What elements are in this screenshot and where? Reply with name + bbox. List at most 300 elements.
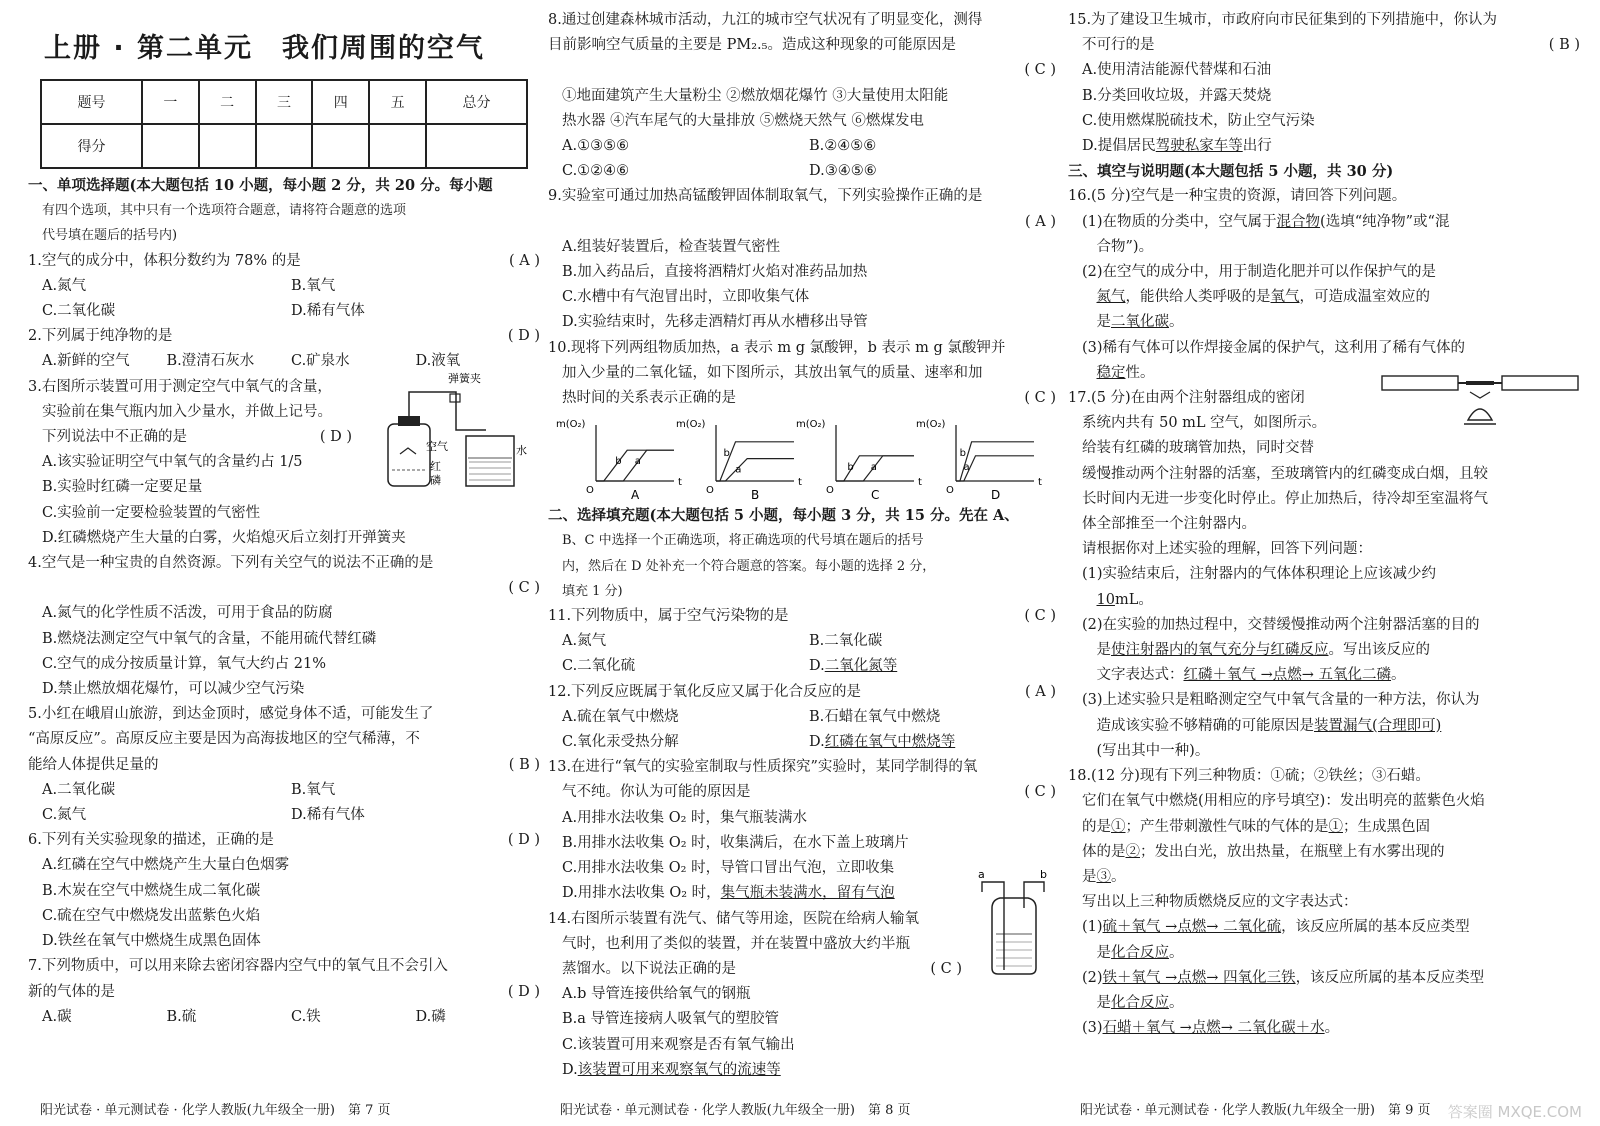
line-content — [42, 631, 376, 647]
line-content — [562, 559, 935, 574]
line-text: 12.下列反应既属于氧化反应又属于化合反应的是 — [548, 683, 862, 700]
line-content — [28, 328, 172, 344]
line-content — [28, 832, 274, 848]
text-line — [28, 803, 540, 828]
line-text: B.用排水法收集 O₂ 时，收集满后，在水下盖上玻璃片 — [562, 834, 909, 851]
text-line — [1068, 941, 1580, 966]
line-content — [28, 958, 448, 974]
text-line — [1068, 663, 1580, 688]
text-line — [548, 159, 1056, 184]
line-content — [548, 340, 1005, 356]
text-line — [1068, 688, 1580, 713]
line-text: B.a 导管连接病人吸氧气的塑胶管 — [562, 1011, 780, 1028]
text-line — [1068, 109, 1580, 134]
line-content — [548, 911, 919, 927]
origin-label: O — [706, 485, 714, 497]
line-text: A.该实验证明空气中氧气的含量约占 1/5 — [42, 454, 303, 471]
line-text: B.分类回收垃圾，并露天焚烧 — [1082, 87, 1272, 104]
text-line — [28, 1005, 540, 1030]
line-text: 热时间的关系表示正确的是 — [562, 390, 736, 407]
footer-page-8: 阳光试卷 · 单元测试卷 · 化学人教版(九年级全一册) 第 8 页 — [560, 1103, 911, 1118]
text-line — [548, 1058, 1056, 1083]
line-text: D. — [562, 1061, 578, 1078]
line-content — [1068, 390, 1305, 406]
y-axis-label: m(O₂) — [676, 419, 706, 431]
text-line — [548, 957, 962, 982]
text-line — [548, 730, 1056, 755]
fig-label-b: b — [1040, 868, 1047, 881]
line-text: A.碳 — [42, 1008, 72, 1025]
line-content — [28, 757, 159, 773]
line-text: D.红磷燃烧产生大量的白雾，火焰熄灭后立刻打开弹簧夹 — [42, 529, 406, 546]
line-text: B.②④⑤⑥ — [809, 138, 877, 155]
score-cell — [426, 124, 527, 168]
line-text: 长时间内无进一步变化时停止。停止加热后，待冷却至室温将气 — [1082, 490, 1488, 507]
line-text: mL。 — [1114, 591, 1153, 608]
line-text: (1)在物质的分类中，空气属于 — [1082, 213, 1277, 230]
text-line — [28, 929, 540, 954]
line-text: 8.通过创建森林城市活动，九江的城市空气状况有了明显变化，测得 — [548, 12, 983, 28]
line-text: A.用排水法收集 O₂ 时，集气瓶装满水 — [562, 809, 807, 826]
text-line — [548, 1007, 1056, 1032]
option — [809, 705, 1056, 730]
line-text: A.氮气 — [562, 633, 607, 650]
answer-bracket: ( C ) — [1024, 390, 1056, 407]
line-text: D.稀有气体 — [291, 303, 365, 320]
line-text: (2)在实验的加热过程中，交替缓慢推动两个注射器活塞的目的 — [1082, 616, 1480, 633]
answer-bracket: ( D ) — [507, 832, 540, 849]
curve-label-b: b — [959, 448, 966, 460]
text-line — [1068, 336, 1580, 361]
syringe-apparatus — [1380, 368, 1580, 430]
line-text: B.氧气 — [291, 781, 336, 798]
question-list-col3 — [1068, 8, 1580, 1041]
answer-blank: 红磷在氧气中燃烧等 — [824, 734, 956, 751]
text-line — [1068, 260, 1580, 285]
line-text: ；生成黑色固 — [1343, 818, 1430, 835]
oxygen-graphs — [548, 411, 1048, 503]
line-text — [1082, 592, 1097, 608]
line-content — [1082, 466, 1488, 482]
line-text: 16.(5 分)空气是一种宝贵的资源，请回答下列问题。 — [1068, 188, 1407, 205]
line-content — [28, 731, 420, 747]
option — [809, 134, 1056, 159]
option — [809, 629, 1056, 654]
answer-bracket: ( C ) — [1024, 62, 1056, 79]
text-line — [28, 677, 540, 702]
column-page-7 — [28, 8, 540, 1092]
text-line — [548, 184, 1056, 209]
line-text: A.组装好装置后，检查装置气密性 — [562, 238, 781, 255]
line-content — [548, 12, 982, 28]
line-text: 17.(5 分)在由两个注射器组成的密闭 — [1068, 390, 1305, 407]
line-content — [562, 810, 807, 826]
text-line — [548, 680, 1056, 705]
score-table-score-row — [41, 124, 527, 168]
text-line — [548, 8, 1056, 33]
line-text: C.该装置可用来观察是否有氧气输出 — [562, 1036, 795, 1053]
line-content — [548, 684, 861, 700]
option — [42, 803, 291, 828]
line-text: A.b 导管连接供给氧气的钢瓶 — [562, 986, 751, 1003]
text-line — [548, 705, 1056, 730]
line-text: 代号填在题后的括号内) — [42, 228, 178, 244]
option — [809, 730, 1056, 755]
gas-washing-bottle — [974, 868, 1050, 976]
text-line — [28, 778, 540, 803]
curve-label-a: a — [963, 462, 970, 474]
line-text: 。写出该反应的 — [1328, 642, 1430, 659]
answer-blank: 该装置可用来观察氧气的流速等 — [577, 1061, 781, 1078]
answer-blank: ① — [1328, 818, 1343, 835]
text-line — [28, 526, 540, 551]
text-line — [28, 551, 540, 576]
line-text: 热水器 ④汽车尾气的大量排放 ⑤燃烧天然气 ⑥燃煤发电 — [562, 112, 924, 129]
line-text: C.氧化汞受热分解 — [562, 734, 679, 751]
text-line — [1068, 84, 1580, 109]
line-text: 是 — [1082, 994, 1111, 1011]
line-content — [562, 365, 983, 381]
line-text: 目前影响空气质量的主要是 PM₂.₅。造成这种现象的可能原因是 — [548, 37, 956, 54]
line-content — [562, 390, 736, 406]
score-table-cell: 二 — [199, 80, 256, 124]
text-line — [548, 285, 1056, 310]
text-line — [1068, 8, 1580, 33]
score-table-cell: 三 — [256, 80, 313, 124]
option — [291, 299, 540, 324]
graph-group — [556, 419, 1042, 502]
line-content — [1082, 819, 1430, 835]
text-line — [28, 980, 540, 1005]
text-line — [1068, 789, 1580, 814]
line-text: A.氮气的化学性质不活泼，可用于食品的防腐 — [42, 605, 333, 622]
text-line — [28, 727, 540, 752]
answer-blank: 稳定 — [1096, 364, 1126, 381]
text-line — [548, 386, 1056, 411]
text-line — [1068, 890, 1580, 915]
option — [416, 1005, 541, 1030]
line-content — [1068, 163, 1393, 180]
line-text: (1)实验结束后，注射器内的气体体积理论上应该减少约 — [1082, 566, 1437, 583]
line-content — [42, 656, 326, 672]
line-text: 7.下列物质中，可以用来除去密闭容器内空气中的氧气且不会引入 — [28, 958, 448, 975]
line-content — [42, 429, 187, 445]
text-line — [548, 58, 1056, 83]
line-content — [548, 759, 977, 775]
line-content — [1068, 768, 1430, 784]
option — [562, 705, 809, 730]
option — [42, 1005, 167, 1030]
text-line — [1068, 436, 1580, 461]
line-content — [1082, 945, 1184, 961]
line-content — [548, 188, 982, 204]
line-content — [42, 404, 332, 420]
option — [809, 654, 1056, 679]
line-text: C.二氧化硫 — [562, 658, 636, 675]
line-content — [562, 533, 924, 548]
text-line — [1068, 562, 1580, 587]
line-text: D.稀有气体 — [291, 807, 365, 824]
line-content — [1082, 566, 1436, 582]
text-line — [548, 806, 1056, 831]
line-text: C.二氧化碳 — [42, 303, 116, 320]
line-text: 性。 — [1125, 364, 1155, 381]
line-content — [42, 681, 304, 697]
line-text: A.①③⑤⑥ — [562, 138, 630, 155]
line-text: 。 — [1169, 944, 1184, 961]
line-content — [562, 835, 909, 851]
footer-page-7: 阳光试卷 · 单元测试卷 · 化学人教版(九年级全一册) 第 7 页 — [40, 1103, 391, 1118]
answer-blank: 石蜡＋氧气 →点燃→ 二氧化碳＋水 — [1102, 1020, 1325, 1037]
line-content — [42, 479, 202, 495]
answer-bracket: ( D ) — [507, 328, 540, 345]
text-line — [1068, 285, 1580, 310]
option — [291, 349, 416, 374]
option — [291, 778, 540, 803]
line-content — [562, 860, 894, 876]
text-line — [548, 654, 1056, 679]
line-text: A.新鲜的空气 — [42, 353, 130, 370]
line-content — [1082, 314, 1184, 330]
option — [809, 159, 1056, 184]
line-text: C.氮气 — [42, 807, 87, 824]
line-text: 蒸馏水。以下说法正确的是 — [562, 960, 736, 977]
line-text — [1082, 365, 1097, 381]
line-text: 是 — [1082, 642, 1111, 659]
line-content — [42, 883, 260, 899]
watermark: 答案圈 MXQE.COM — [1447, 1103, 1582, 1121]
line-content — [562, 584, 623, 599]
line-text: 缓慢推动两个注射器的活塞，至玻璃管内的红磷变成白烟，且较 — [1082, 465, 1488, 482]
question-list-col2a — [548, 8, 1056, 411]
column-page-9 — [1068, 8, 1580, 1092]
fig-label-clamp: 弹簧夹 — [448, 372, 481, 385]
line-text: 10.现将下列两组物质加热，a 表示 m g 氯酸钾，b 表示 m g 氯酸钾并 — [548, 339, 1006, 356]
answer-bracket: ( B ) — [1548, 37, 1580, 54]
line-text: 18.(12 分)现有下列三种物质：①硫；②铁丝；③石蜡。 — [1068, 768, 1430, 785]
text-line — [28, 652, 540, 677]
line-content — [1082, 415, 1326, 431]
fig-label-red: 红 — [430, 460, 441, 473]
line-text: 14.右图所示装置有洗气、储气等用途，医院在给病人输氧 — [548, 910, 920, 927]
line-text: C.水槽中有气泡冒出时，立即收集气体 — [562, 289, 810, 306]
line-content — [1082, 1020, 1339, 1036]
line-content — [562, 986, 750, 1002]
fig-label-a: a — [978, 868, 985, 881]
line-content — [562, 1037, 795, 1053]
line-text: 气时，也利用了类似的装置，并在装置中盛放大约半瓶 — [562, 935, 910, 952]
line-text: 合物”)。 — [1082, 238, 1154, 255]
text-line — [28, 198, 540, 223]
answer-blank: 混合物 — [1276, 213, 1321, 230]
line-content — [562, 936, 910, 952]
text-line — [1068, 33, 1580, 58]
text-line — [28, 576, 540, 601]
text-line — [28, 879, 540, 904]
answer-bracket: ( C ) — [1024, 608, 1056, 625]
line-content — [562, 961, 736, 977]
text-line — [28, 702, 540, 727]
line-content — [562, 239, 780, 255]
line-content — [1082, 491, 1488, 507]
graph-option-label: C — [871, 488, 880, 503]
answer-bracket: ( C ) — [930, 960, 962, 977]
text-line — [548, 1033, 1056, 1058]
line-text: D.提倡居民 — [1082, 138, 1156, 155]
score-cell — [312, 124, 369, 168]
text-line — [1068, 512, 1580, 537]
answer-blank: 二氧化氮等 — [824, 658, 898, 675]
line-text: B.实验时红磷一定要足量 — [42, 479, 203, 496]
line-content — [1082, 793, 1485, 809]
answer-blank: 氮气 — [1096, 289, 1126, 306]
line-text: 。 — [1324, 1020, 1340, 1037]
line-content — [1082, 113, 1315, 129]
answer-blank: 装置漏气(合理即可) — [1314, 717, 1442, 734]
line-content — [42, 530, 406, 546]
line-text: 一、单项选择题(本大题包括 10 小题，每小题 2 分，共 20 分。每小题 — [28, 177, 493, 194]
x-axis-label: t — [798, 477, 802, 489]
option — [42, 299, 291, 324]
text-line — [28, 828, 540, 853]
y-axis-label: m(O₂) — [916, 419, 946, 431]
line-content — [28, 706, 433, 722]
origin-label: O — [826, 485, 834, 497]
line-text: C.硫在空气中燃烧发出蓝紫色火焰 — [42, 907, 261, 924]
line-content — [1082, 617, 1480, 633]
line-content — [1082, 844, 1445, 860]
graph-option-label: B — [751, 488, 760, 503]
line-text: D. — [809, 734, 825, 751]
line-content — [1082, 214, 1449, 230]
line-content — [562, 1062, 781, 1078]
line-text: D.禁止燃放烟花爆竹，可以减少空气污染 — [42, 681, 305, 698]
line-text: C.使用燃煤脱硫技术，防止空气污染 — [1082, 112, 1315, 129]
line-text: (3)上述实验只是粗略测定空气中氧气含量的一种方法，你认为 — [1082, 692, 1480, 709]
score-cell — [142, 124, 199, 168]
fig-label-water: 水 — [516, 444, 527, 457]
line-text: 给装有红磷的玻璃管加热，同时交替 — [1082, 440, 1314, 457]
question-list-col1 — [28, 173, 540, 1030]
line-content — [28, 555, 433, 571]
line-text: 是 — [1082, 944, 1111, 961]
line-content — [1082, 365, 1155, 381]
line-content — [1068, 188, 1406, 204]
text-line — [548, 554, 1056, 579]
graph-option-label: A — [631, 488, 640, 503]
line-text: 下列说法中不正确的是 — [42, 429, 187, 446]
line-text: B.硫 — [166, 1008, 197, 1025]
line-content — [1082, 718, 1441, 734]
answer-blank: 集气瓶未装满水，留有气泡 — [720, 885, 895, 902]
line-text: (1) — [1082, 919, 1103, 936]
text-line — [548, 982, 1056, 1007]
line-content — [1082, 37, 1155, 53]
text-line — [28, 324, 540, 349]
line-text: 不可行的是 — [1082, 37, 1155, 54]
line-text: 。 — [1391, 667, 1406, 684]
graph-option-label: D — [991, 488, 1001, 503]
line-text: 造成该实验不够精确的可能原因是 — [1082, 717, 1314, 734]
line-content — [1082, 340, 1465, 356]
answer-blank: 驾驶私家车等 — [1155, 138, 1243, 155]
line-content — [562, 264, 867, 280]
score-table-cell: 一 — [142, 80, 199, 124]
line-content — [548, 37, 956, 53]
curve-label-a: a — [634, 456, 641, 468]
line-text: B.石蜡在氧气中燃烧 — [809, 708, 941, 725]
text-line — [548, 579, 1056, 604]
answer-bracket: ( C ) — [508, 580, 540, 597]
line-text: 请根据你对上述实验的理解，回答下列问题： — [1082, 541, 1372, 558]
text-line — [1068, 210, 1580, 235]
text-line — [548, 755, 1056, 780]
line-content — [1082, 239, 1153, 255]
line-content — [1082, 516, 1256, 532]
fig-label-air: 空气 — [426, 440, 448, 453]
text-line — [28, 904, 540, 929]
score-table-cell: 总分 — [426, 80, 527, 124]
text-line — [548, 33, 1056, 58]
line-text: 出行 — [1242, 138, 1272, 155]
score-cell — [369, 124, 426, 168]
curve-label-a: a — [735, 464, 742, 476]
x-axis-label: t — [918, 477, 922, 489]
text-line — [548, 134, 1056, 159]
line-content — [1082, 541, 1372, 557]
line-text: 是 — [1082, 868, 1097, 885]
option — [562, 134, 809, 159]
line-text: 1.空气的成分中，体积分数约为 78% 的是 — [28, 252, 301, 269]
answer-blank: 化合反应 — [1111, 944, 1169, 961]
line-text: C.①②④⑥ — [562, 163, 630, 180]
answer-blank: ② — [1125, 843, 1140, 860]
line-text: B、C 中选择一个正确选项，将正确选项的代号填在题后的括号 — [562, 533, 924, 549]
line-content — [28, 984, 115, 1000]
line-text: (3) — [1082, 1020, 1103, 1037]
text-line — [28, 349, 540, 374]
line-text: 气不纯。你认为可能的原因是 — [562, 784, 751, 801]
line-text: A.使用清洁能源代替煤和石油 — [1082, 62, 1272, 79]
line-text: B.氧气 — [291, 277, 336, 294]
curve-label-b: b — [615, 456, 622, 468]
line-text: C.空气的成分按质量计算，氧气大约占 21% — [42, 655, 327, 672]
line-content — [1068, 12, 1497, 28]
line-content — [1082, 642, 1430, 658]
line-text: 体全部推至一个注射器内。 — [1082, 516, 1256, 533]
text-line — [548, 361, 1056, 386]
text-line — [548, 235, 1056, 260]
line-text: D.实验结束时，先移走酒精灯再从水槽移出导管 — [562, 314, 868, 331]
line-text: 文字表达式： — [1082, 667, 1184, 684]
line-text: 。 — [1169, 994, 1184, 1011]
line-text: D.③④⑤⑥ — [809, 163, 877, 180]
text-line — [1068, 613, 1580, 638]
line-text: D.铁丝在氧气中燃烧生成黑色固体 — [42, 933, 261, 950]
line-content — [562, 289, 809, 305]
line-text: D.磷 — [415, 1008, 446, 1025]
line-content — [1082, 592, 1153, 608]
line-content — [42, 203, 406, 218]
line-text: 有四个选项，其中只有一个选项符合题意，请将符合题意的选项 — [42, 203, 407, 219]
score-table — [40, 79, 528, 169]
line-text: 加入少量的二氧化锰，如下图所示，其放出氧气的质量、速率和加 — [562, 364, 983, 381]
line-text: 是 — [1082, 314, 1111, 331]
answer-blank: 使注射器内的氧气充分与红磷反应 — [1111, 642, 1329, 659]
x-axis-label: t — [1038, 477, 1042, 489]
line-text: ；发出白光，放出热量，在瓶壁上有水雾出现的 — [1140, 843, 1445, 860]
answer-blank: 氧气 — [1270, 289, 1300, 306]
